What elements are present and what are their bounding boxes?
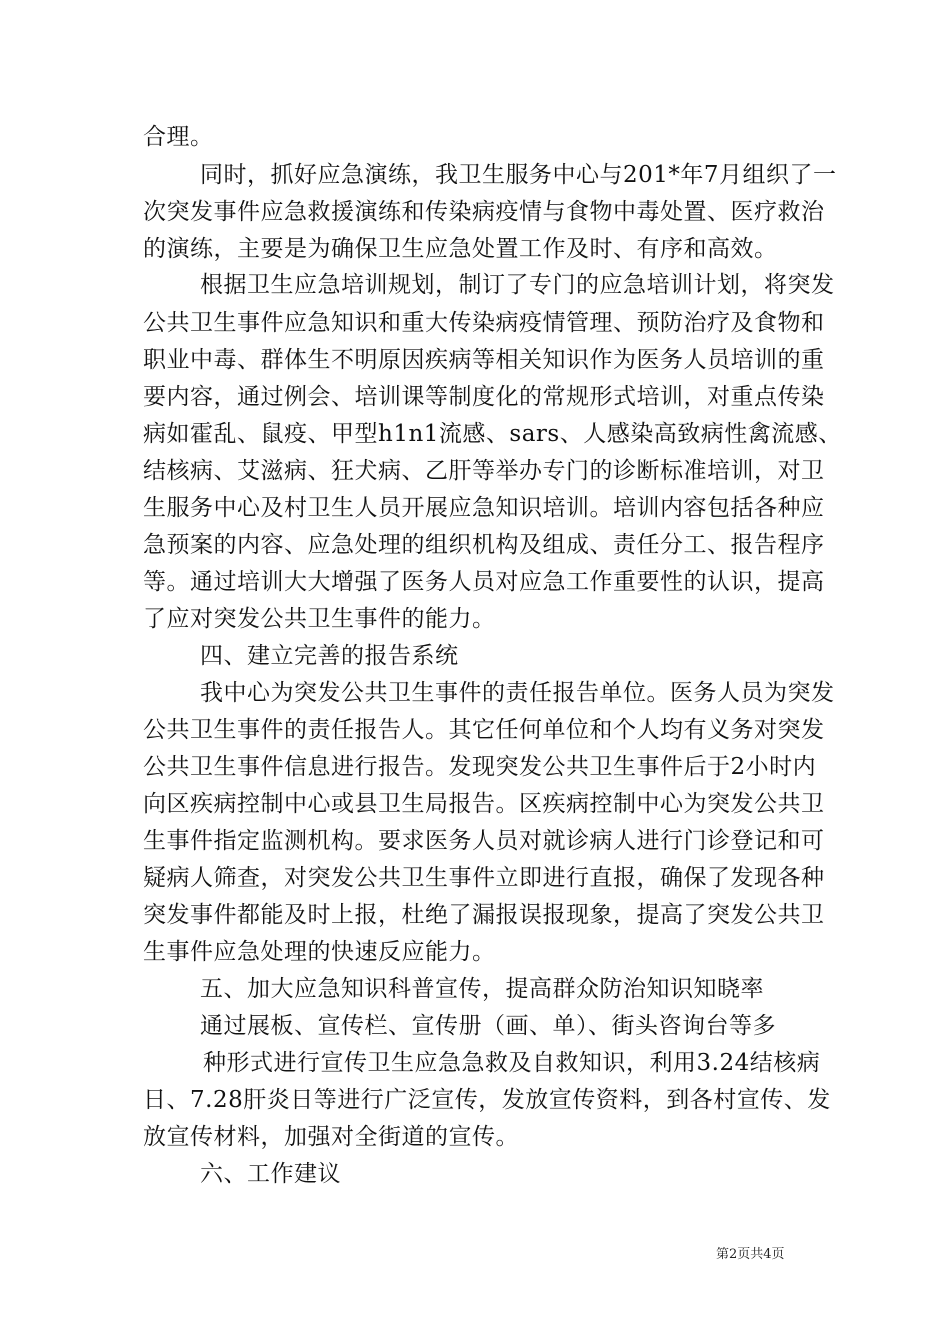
text-line: 公共卫生事件应急知识和重大传染病疫情管理、预防治疗及食物和 (143, 310, 825, 336)
section-heading: 四、建立完善的报告系统 (200, 643, 459, 669)
text-line: 同时，抓好应急演练，我卫生服务中心与201*年7月组织了一 (200, 162, 837, 188)
section-heading: 五、加大应急知识科普宣传，提高群众防治知识知晓率 (200, 976, 764, 1002)
text-line: 病如霍乱、鼠疫、甲型h1n1流感、sars、人感染高致病性禽流感、 (143, 421, 842, 447)
text-line: 急预案的内容、应急处理的组织机构及组成、责任分工、报告程序 (143, 532, 825, 558)
text-line: 公共卫生事件信息进行报告。发现突发公共卫生事件后于2小时内 (143, 754, 817, 780)
text-line: 根据卫生应急培训规划，制订了专门的应急培训计划，将突发 (200, 272, 835, 298)
text-line: 合理。 (143, 124, 214, 150)
text-line: 我中心为突发公共卫生事件的责任报告单位。医务人员为突发 (200, 680, 835, 706)
text-line: 生事件应急处理的快速反应能力。 (143, 939, 496, 965)
text-line: 公共卫生事件的责任报告人。其它任何单位和个人均有义务对突发 (143, 717, 825, 743)
text-line: 职业中毒、群体生不明原因疾病等相关知识作为医务人员培训的重 (143, 347, 825, 373)
text-line: 放宣传材料，加强对全街道的宣传。 (143, 1124, 519, 1150)
page-number: 第2页共4页 (716, 1247, 785, 1262)
text-line: 生事件指定监测机构。要求医务人员对就诊病人进行门诊登记和可 (143, 828, 825, 854)
text-line: 结核病、艾滋病、狂犬病、乙肝等举办专门的诊断标准培训，对卫 (143, 458, 825, 484)
text-line: 种形式进行宣传卫生应急急救及自救知识，利用3.24结核病 (203, 1050, 821, 1076)
text-line: 日、7.28肝炎日等进行广泛宣传，发放宣传资料，到各村宣传、发 (143, 1087, 831, 1113)
text-line: 突发事件都能及时上报，杜绝了漏报误报现象，提高了突发公共卫 (143, 902, 825, 928)
text-line: 了应对突发公共卫生事件的能力。 (143, 606, 496, 632)
text-line: 通过展板、宣传栏、宣传册（画、单）、街头咨询台等多 (200, 1013, 776, 1039)
text-line: 向区疾病控制中心或县卫生局报告。区疾病控制中心为突发公共卫 (143, 791, 825, 817)
text-line: 疑病人筛查，对突发公共卫生事件立即进行直报，确保了发现各种 (143, 865, 825, 891)
section-heading: 六、工作建议 (200, 1161, 341, 1187)
text-line: 要内容，通过例会、培训课等制度化的常规形式培训，对重点传染 (143, 384, 825, 410)
text-line: 的演练，主要是为确保卫生应急处置工作及时、有序和高效。 (143, 236, 778, 262)
text-line: 等。通过培训大大增强了医务人员对应急工作重要性的认识，提高 (143, 569, 825, 595)
text-line: 次突发事件应急救援演练和传染病疫情与食物中毒处置、医疗救治 (143, 199, 825, 225)
text-line: 生服务中心及村卫生人员开展应急知识培训。培训内容包括各种应 (143, 495, 825, 521)
